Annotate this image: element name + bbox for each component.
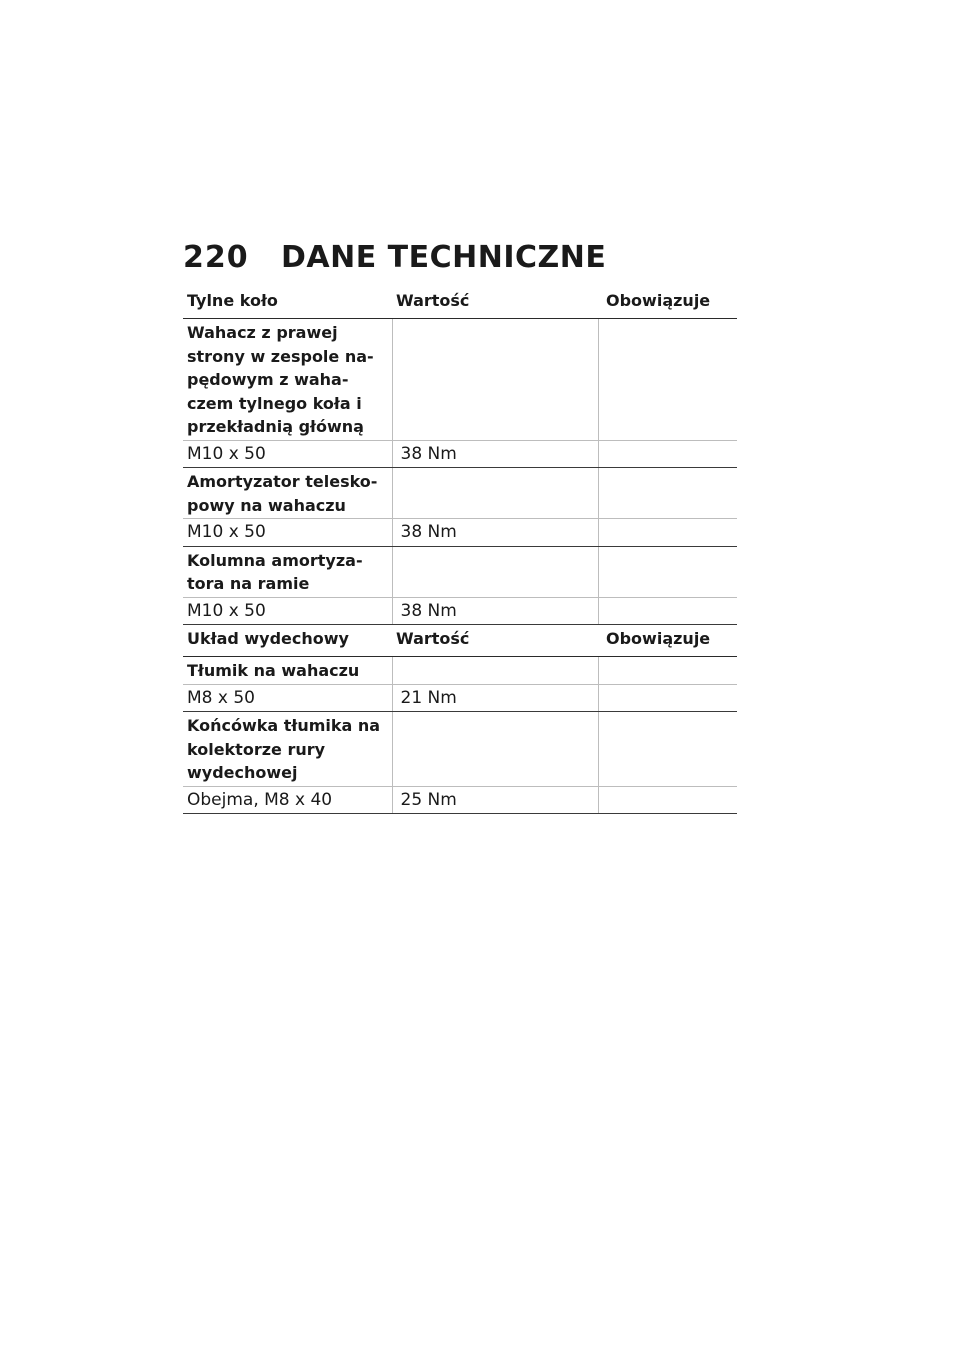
cell-value: 38 Nm <box>392 440 598 468</box>
table-row-value <box>183 519 737 547</box>
cell-component: Kolumna amortyza-tora na ramie <box>183 546 392 597</box>
table-row-subheading <box>183 712 737 787</box>
cell-component: Tłumik na wahaczu <box>183 657 392 685</box>
cell-value <box>392 712 598 787</box>
cell-component: Końcówka tłumika na kolektorze rury wydechowej <box>183 712 392 787</box>
table-row-value <box>183 440 737 468</box>
column-header-applies: Obowiązuje <box>598 290 737 319</box>
cell-value <box>392 546 598 597</box>
table-header-row <box>183 628 737 657</box>
cell-applies <box>598 786 737 814</box>
column-header-value: Wartość <box>392 628 598 657</box>
table-row-value <box>183 684 737 712</box>
cell-value <box>392 319 598 441</box>
table-row-value <box>183 597 737 625</box>
cell-value <box>392 468 598 519</box>
page-number: 220 <box>183 240 249 275</box>
table-row-subheading <box>183 657 737 685</box>
column-header-applies: Obowiązuje <box>598 628 737 657</box>
cell-component: Obejma, M8 x 40 <box>183 786 392 814</box>
cell-applies <box>598 519 737 547</box>
cell-applies <box>598 657 737 685</box>
cell-value: 21 Nm <box>392 684 598 712</box>
column-header-component: Układ wydechowy <box>183 628 392 657</box>
cell-applies <box>598 712 737 787</box>
cell-applies <box>598 684 737 712</box>
exhaust-table <box>183 628 737 814</box>
cell-applies <box>598 546 737 597</box>
cell-value: 38 Nm <box>392 519 598 547</box>
cell-component: M10 x 50 <box>183 597 392 625</box>
cell-component: Amortyzator telesko-powy na wahaczu <box>183 468 392 519</box>
table-row-value <box>183 786 737 814</box>
rear-wheel-table <box>183 290 737 625</box>
cell-component: M10 x 50 <box>183 440 392 468</box>
cell-applies <box>598 468 737 519</box>
cell-value: 38 Nm <box>392 597 598 625</box>
cell-component: M10 x 50 <box>183 519 392 547</box>
column-header-component: Tylne koło <box>183 290 392 319</box>
table-header-row <box>183 290 737 319</box>
table-row-subheading <box>183 468 737 519</box>
page-title: DANE TECHNICZNE <box>281 240 607 275</box>
cell-applies <box>598 440 737 468</box>
cell-applies <box>598 597 737 625</box>
column-header-value: Wartość <box>392 290 598 319</box>
cell-component: M8 x 50 <box>183 684 392 712</box>
cell-value <box>392 657 598 685</box>
cell-value: 25 Nm <box>392 786 598 814</box>
page-header <box>183 240 606 275</box>
cell-component: Wahacz z prawej strony w zespole na-pędowym z waha-czem tylnego koła i przekładnią główną <box>183 319 392 441</box>
table-row-subheading <box>183 546 737 597</box>
cell-applies <box>598 319 737 441</box>
table-row-subheading <box>183 319 737 441</box>
